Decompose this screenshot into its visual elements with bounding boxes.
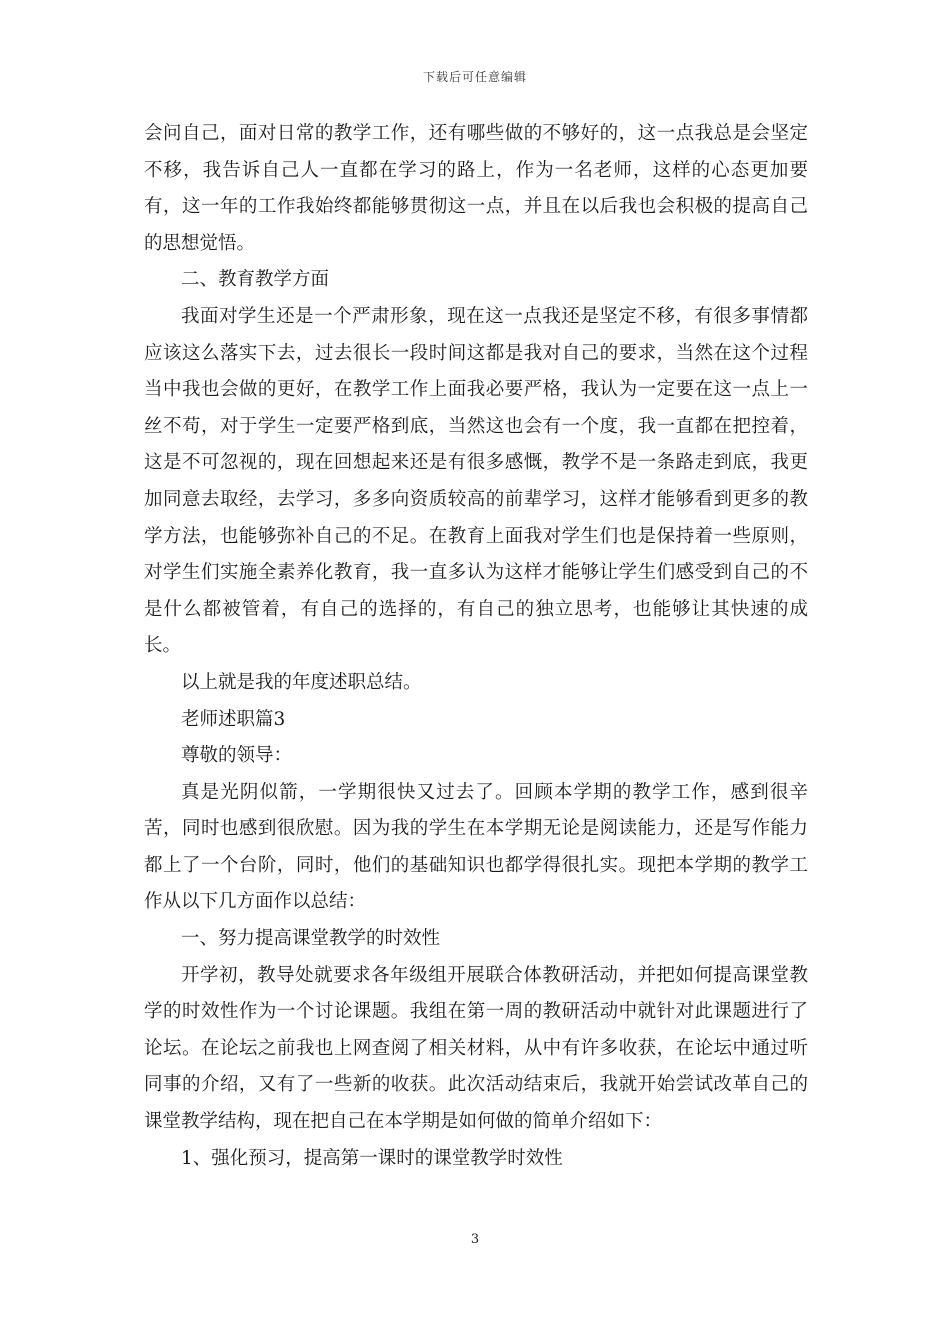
salutation: 尊敬的领导： bbox=[181, 745, 293, 767]
article-title-3: 老师述职篇3 bbox=[181, 708, 286, 730]
paragraph-4: 真是光阴似箭，一学期很快又过去了。回顾本学期的教学工作，感到很辛苦，同时也感到很欣慰。因为我的学生在本学期无论是阅读能力，还是写作能力都上了一个台阶，同时，他们的基础知识也都学得很扎实。现把本学期的教学工作从以下几方面作以总结： bbox=[144, 781, 808, 913]
paragraph-5: 开学初，教导处就要求各年级组开展联合体教研活动，并把如何提高课堂教学的时效性作为一个讨论课题。我组在第一周的教研活动中就针对此课题进行了论坛。在论坛之前我也上网查阅了相关材料，从中有许多收获，在论坛中通过听同事的介绍，又有了一些新的收获。此次活动结束后，我就开始尝试改革自己的课堂教学结构，现在把自己在本学期是如何做的简单介绍如下： bbox=[144, 964, 808, 1133]
paragraph-3: 以上就是我的年度述职总结。 bbox=[181, 671, 422, 693]
page-header: 下载后可任意编辑 bbox=[422, 70, 527, 84]
section-heading-teaching: 二、教育教学方面 bbox=[181, 269, 330, 291]
paragraph-1: 会问自己，面对日常的教学工作，还有哪些做的不够好的，这一点我总是会坚定不移，我告诉自己人一直都在学习的路上，作为一名老师，这样的心态更加要有，这一年的工作我始终都能够贯彻这一点，并且在以后我也会积极的提高自己的思想觉悟。 bbox=[144, 123, 808, 254]
document-body bbox=[144, 116, 808, 1177]
paragraph-2: 我面对学生还是一个严肃形象，现在这一点我还是坚定不移，有很多事情都应该这么落实下去，过去很长一段时间这都是我对自己的要求，当然在这个过程当中我也会做的更好，在教学工作上面我必要严格，我认为一定要在这一点上一丝不苟，对于学生一定要严格到底，当然这也会有一个度，我一直都在把控着，这是不可忽视的，现在回想起来还是有很多感慨，教学不是一条路走到底，我更加同意去取经，去学习，多多向资质较高的前辈学习，这样才能够看到更多的教学方法，也能够弥补自己的不足。在教育上面我对学生们也是保持着一些原则，对学生们实施全素养化教育，我一直多认为这样才能够让学生们感受到自己的不是什么都被管着，有自己的选择的，有自己的独立思考，也能够让其快速的成长。 bbox=[144, 305, 808, 657]
page-number: 3 bbox=[470, 1232, 480, 1247]
section-heading-efficiency: 一、努力提高课堂教学的时效性 bbox=[181, 928, 441, 950]
subsection-heading-preview: 1、强化预习，提高第一课时的课堂教学时效性 bbox=[181, 1147, 563, 1169]
